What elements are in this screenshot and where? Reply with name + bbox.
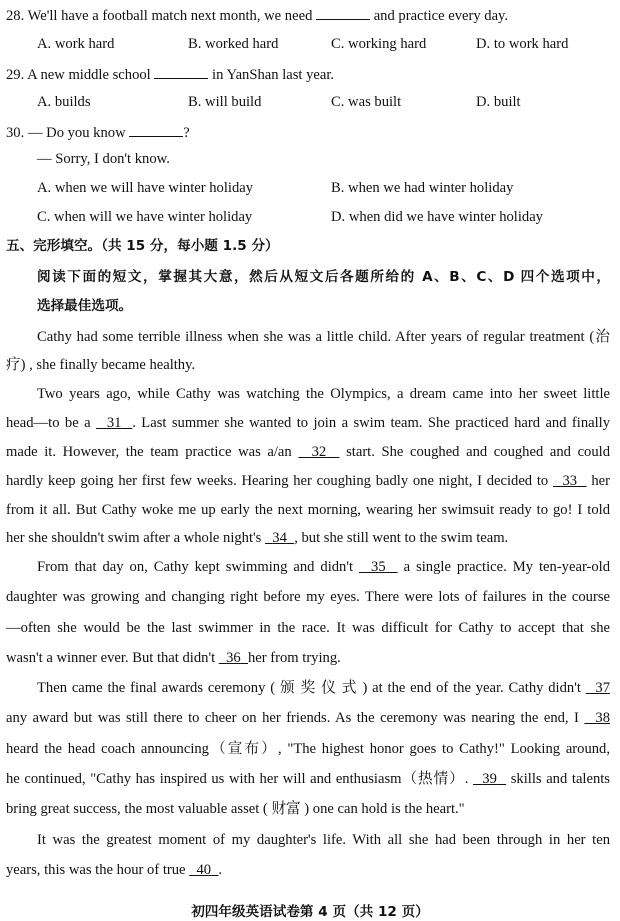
passage-line: —often she would be the last swimmer in the race. It was difficult for Cathy to accept that she <box>6 620 610 636</box>
passage-line: made it. However, the team practice was a/an 32 start. She coughed and coughed and could <box>6 444 611 460</box>
passage-line: wasn't a winner ever. But that didn't 36 her from trying. <box>6 650 341 666</box>
blank-40: 40 <box>196 862 212 878</box>
passage-line: her she shouldn't swim after a whole night's 34 , but she still went to the swim team. <box>6 530 509 546</box>
stem-text: and practice every day. <box>373 8 509 24</box>
question-number: 29. <box>6 67 25 83</box>
blank-33: 33 <box>562 473 578 489</box>
option-b[interactable]: B. when we had winter holiday <box>331 180 514 196</box>
answer-blank <box>316 5 370 20</box>
passage-line: daughter was growing and changing right before my eyes. There were lots of failures in the course <box>6 589 610 605</box>
question-30-reply: — Sorry, I don't know. <box>37 151 170 167</box>
stem-text: We'll have a football match next month, we need <box>27 8 313 24</box>
section-instruction: 选择最佳选项。 <box>37 298 133 314</box>
passage-line: bring great success, the most valuable asset ( 财富 ) one can hold is the heart." <box>6 801 465 817</box>
stem-text: A new middle school <box>27 67 151 83</box>
stem-text: — Do you know <box>27 125 126 141</box>
blank-35: 35 <box>371 559 386 575</box>
passage-line: any award but was still there to cheer on her friends. As the ceremony was nearing the end, I 38 <box>6 710 610 726</box>
question-30-stem <box>6 122 610 142</box>
option-a[interactable]: A. when we will have winter holiday <box>37 180 254 196</box>
passage-line: 疗) , she finally became healthy. <box>6 357 196 373</box>
question-28-stem <box>6 5 610 25</box>
page-footer: 初四年级英语试卷第 4 页（共 12 页） <box>191 904 429 920</box>
passage-line: Two years ago, while Cathy was watching the Olympics, a dream came into her sweet little <box>37 386 610 402</box>
passage-line: head—to be a 31 . Last summer she wanted to join a swim team. She practiced hard and finally <box>6 415 611 431</box>
passage-line: he continued, "Cathy has inspired us with her will and enthusiasm（热情）. 39 skills and talents <box>6 771 610 787</box>
option-a[interactable]: A. work hard <box>37 36 115 52</box>
answer-blank <box>154 64 208 79</box>
blank-36: 36 <box>226 650 241 666</box>
question-number: 30. <box>6 125 25 141</box>
option-c[interactable]: C. working hard <box>331 36 427 52</box>
blank-34: 34 <box>272 530 287 546</box>
option-d[interactable]: D. built <box>476 94 521 110</box>
blank-38: 38 <box>595 710 610 726</box>
passage-line: hardly keep going her first few weeks. Hearing her coughing badly one night, I decided to 33 her <box>6 473 611 489</box>
question-29-stem <box>6 64 610 84</box>
passage-line: heard the head coach announcing（宣布）, "The highest honor goes to Cathy!" Looking around, <box>6 741 610 757</box>
option-d[interactable]: D. to work hard <box>476 36 569 52</box>
section-instruction: 阅读下面的短文，掌握其大意，然后从短文后各题所给的 A、B、C、D 四个选项中， <box>37 269 610 285</box>
option-c[interactable]: C. when will we have winter holiday <box>37 209 253 225</box>
passage-line: From that day on, Cathy kept swimming and didn't 35 a single practice. My ten-year-old <box>37 559 611 575</box>
blank-31: 31 <box>106 415 122 431</box>
blank-39: 39 <box>482 771 497 787</box>
option-a[interactable]: A. builds <box>37 94 91 110</box>
option-c[interactable]: C. was built <box>331 94 402 110</box>
passage-line: Cathy had some terrible illness when she was a little child. After years of regular treatment (治 <box>37 329 610 345</box>
option-b[interactable]: B. worked hard <box>188 36 279 52</box>
stem-text: in YanShan last year. <box>212 67 335 83</box>
option-b[interactable]: B. will build <box>188 94 262 110</box>
answer-blank <box>129 122 183 137</box>
blank-32: 32 <box>311 444 327 460</box>
passage-line: It was the greatest moment of my daughter's life. With all she had been through in her ten <box>37 832 610 848</box>
passage-line: Then came the final awards ceremony ( 颁 奖 仪 式 ) at the end of the year. Cathy didn't 37 <box>37 680 611 696</box>
passage-line: from it all. But Cathy woke me up early the next morning, wearing her swimsuit ready to go! I told <box>6 502 610 518</box>
passage-line: years, this was the hour of true 40 . <box>6 862 223 878</box>
question-number: 28. <box>6 8 25 24</box>
blank-37: 37 <box>595 680 611 696</box>
section-title: 五、完形填空。（共 15 分，每小题 1.5 分） <box>6 238 279 254</box>
stem-text: ? <box>183 125 190 141</box>
option-d[interactable]: D. when did we have winter holiday <box>331 209 543 225</box>
